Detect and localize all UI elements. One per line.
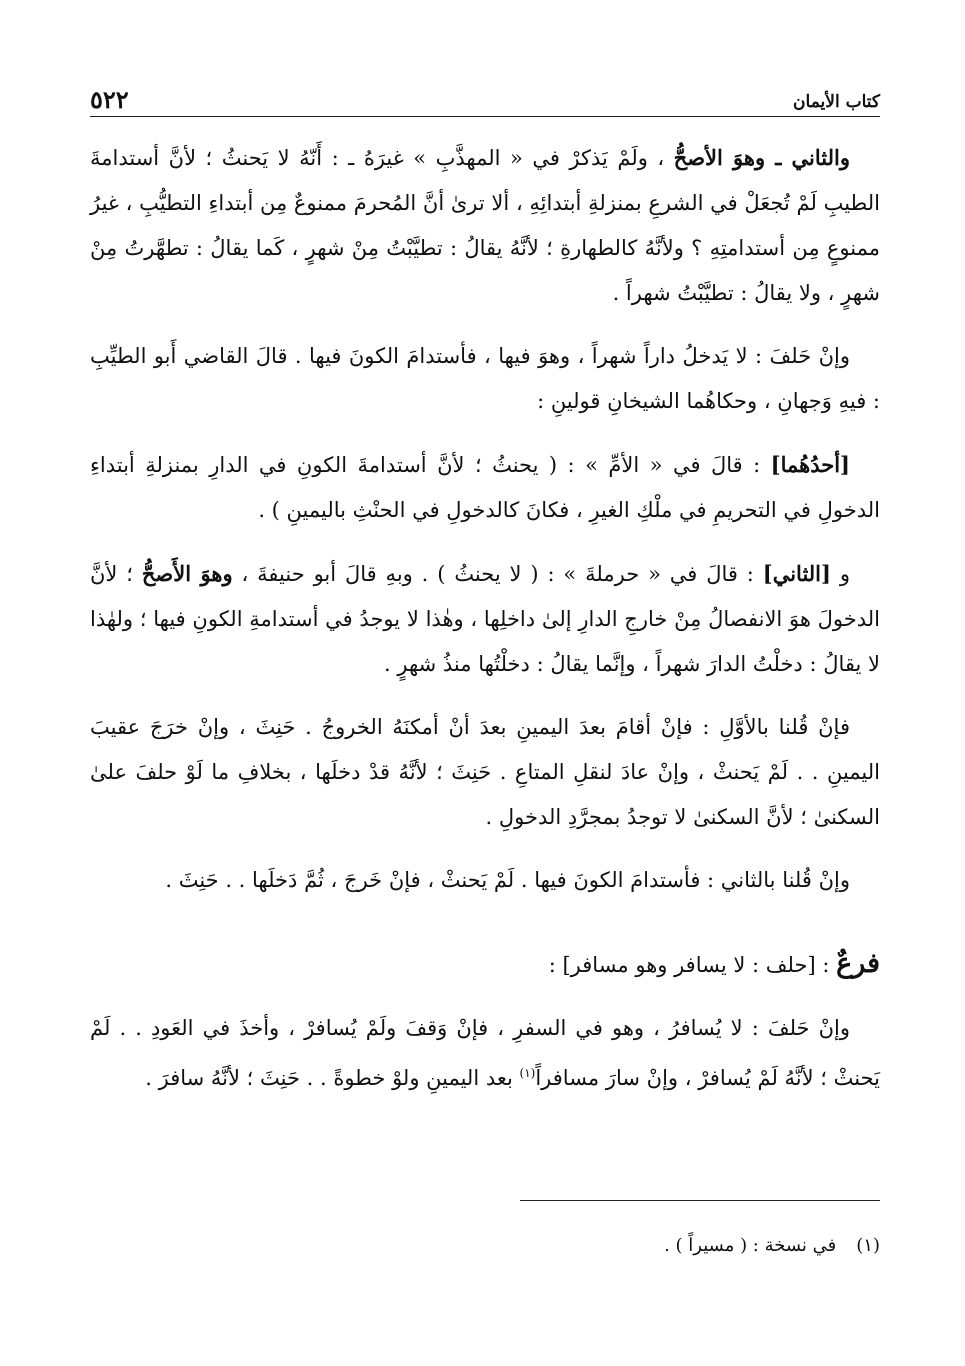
bold-lead: [الثاني] — [762, 561, 831, 586]
book-title: كتاب الأيمان — [793, 92, 880, 112]
paragraph-text: ؛ لأنَّ الدخولَ هوَ الانفصالُ مِنْ خارجِ الدارِ إلىٰ داخلِها ، وهٰذا لا يوجدُ في أستدامةِ الكونِ فيها ؛ ولهٰذا لا يقالُ : دخلْتُ الدارَ شهراً ، وإنَّما يقالُ : دخلْتُها منذُ شهرٍ . — [90, 562, 880, 676]
paragraph-text: فإنْ قُلنا بالأوَّلِ : فإنْ أقامَ بعدَ اليمينِ بعدَ أنْ أمكنَهُ الخروجُ . حَنِثَ ، وإنْ خرَجَ عقيبَ اليمينِ . . لَمْ يَحنثْ ، وإنْ عادَ لنقلِ المتاعِ . حَنِثَ ؛ لأنَّهُ قدْ دخلَها ، بخلافِ ما لَوْ حلفَ علىٰ السكنىٰ ؛ لأنَّ السكنىٰ لا توجدُ بمجرَّدِ الدخولِ . — [90, 715, 880, 829]
page-number: ٥٢٢ — [90, 85, 129, 114]
paragraph-mid: : قالَ في « حرملةَ » : ( لا يحنثُ ) . وبهِ قالَ أبو حنيفةَ ، — [232, 562, 763, 586]
paragraph-text: وإنْ حَلفَ : لا يُسافرُ ، وهو في السفرِ ، فإنْ وَقفَ ولَمْ يُسافرْ ، وأخذَ في العَودِ . . لَمْ يَحنثْ ؛ لأنَّهُ لَمْ يُسافرْ ، وإنْ سارَ مسافراً — [90, 1016, 880, 1090]
bold-lead: والثاني ـ وهوَ الأصحُّ — [673, 145, 850, 170]
page-header — [90, 80, 880, 117]
paragraph-text: ، ولَمْ يَذكرْ في « المهذَّبِ » غيرَهُ ـ : أَنّهُ لا يَحنثُ ؛ لأنَّ أستدامةَ الطيبِ لَمْ تُجعَلْ في الشرعِ بمنزلةِ أبتدائِهِ ، ألا ترىٰ أنَّ المُحرمَ ممنوعٌ مِن أبتداءِ التطيُّبِ ، غيرُ ممنوعٍ مِن أستدامتِهِ ؟ ولأنَّهُ كالطهارةِ ؛ لأنَّهُ يقالُ : تطيَّبْتُ مِنْ شهرٍ ، كَما يقالُ : تطهَّرتُ مِنْ شهرٍ ، ولا يقالُ : تطيَّبْتُ شهراً . — [90, 146, 880, 305]
paragraph-text: وإنْ قُلنا بالثاني : فأستدامَ الكونَ فيها . لَمْ يَحنثْ ، فإنْ خَرجَ ، ثُمَّ دَخلَها . . حَنِثَ . — [165, 868, 850, 892]
paragraph-text: : قالَ في « الأمِّ » : ( يحنثُ ؛ لأنَّ أستدامةَ الكونِ في الدارِ بمنزلةِ أبتداءِ الدخولِ في التحريمِ في ملْكِ الغيرِ ، فكانَ كالدخولِ في الحنْثِ باليمينِ ) . — [90, 453, 880, 522]
branch-heading — [90, 941, 880, 988]
bold-mid: وهوَ الأَصحُّ — [141, 561, 233, 586]
branch-label: فرعٌ — [836, 948, 880, 979]
main-text — [90, 135, 880, 1119]
paragraph-3 — [90, 442, 880, 533]
paragraph-1 — [90, 135, 880, 316]
footnote — [90, 1228, 880, 1264]
footnote-number: (١) — [856, 1235, 880, 1256]
paragraph-5 — [90, 705, 880, 840]
footnote-ref[interactable]: (١) — [519, 1066, 536, 1080]
paragraph-4 — [90, 551, 880, 687]
branch-subtitle: : [حلف : لا يسافر وهو مسافر] : — [548, 953, 837, 977]
bold-lead: [أحدُهُما] — [770, 452, 850, 477]
paragraph-text: وإنْ حَلفَ : لا يَدخلُ داراً شهراً ، وهوَ فيها ، فأستدامَ الكونَ فيها . قالَ القاضي أَبو الطيِّبِ : فيهِ وَجهانِ ، وحكاهُما الشيخانِ قولينِ : — [90, 344, 880, 413]
paragraph-7 — [90, 1006, 880, 1101]
paragraph-text-after: بعد اليمينِ ولوْ خطوةً . . حَنِثَ ؛ لأنَّهُ سافرَ . — [145, 1066, 520, 1090]
footnote-text: في نسخة : ( مسيراً ) . — [664, 1235, 837, 1256]
footnote-separator — [520, 1200, 880, 1201]
paragraph-2 — [90, 334, 880, 424]
paragraph-6 — [90, 858, 880, 903]
paragraph-prefix: و — [830, 562, 850, 586]
